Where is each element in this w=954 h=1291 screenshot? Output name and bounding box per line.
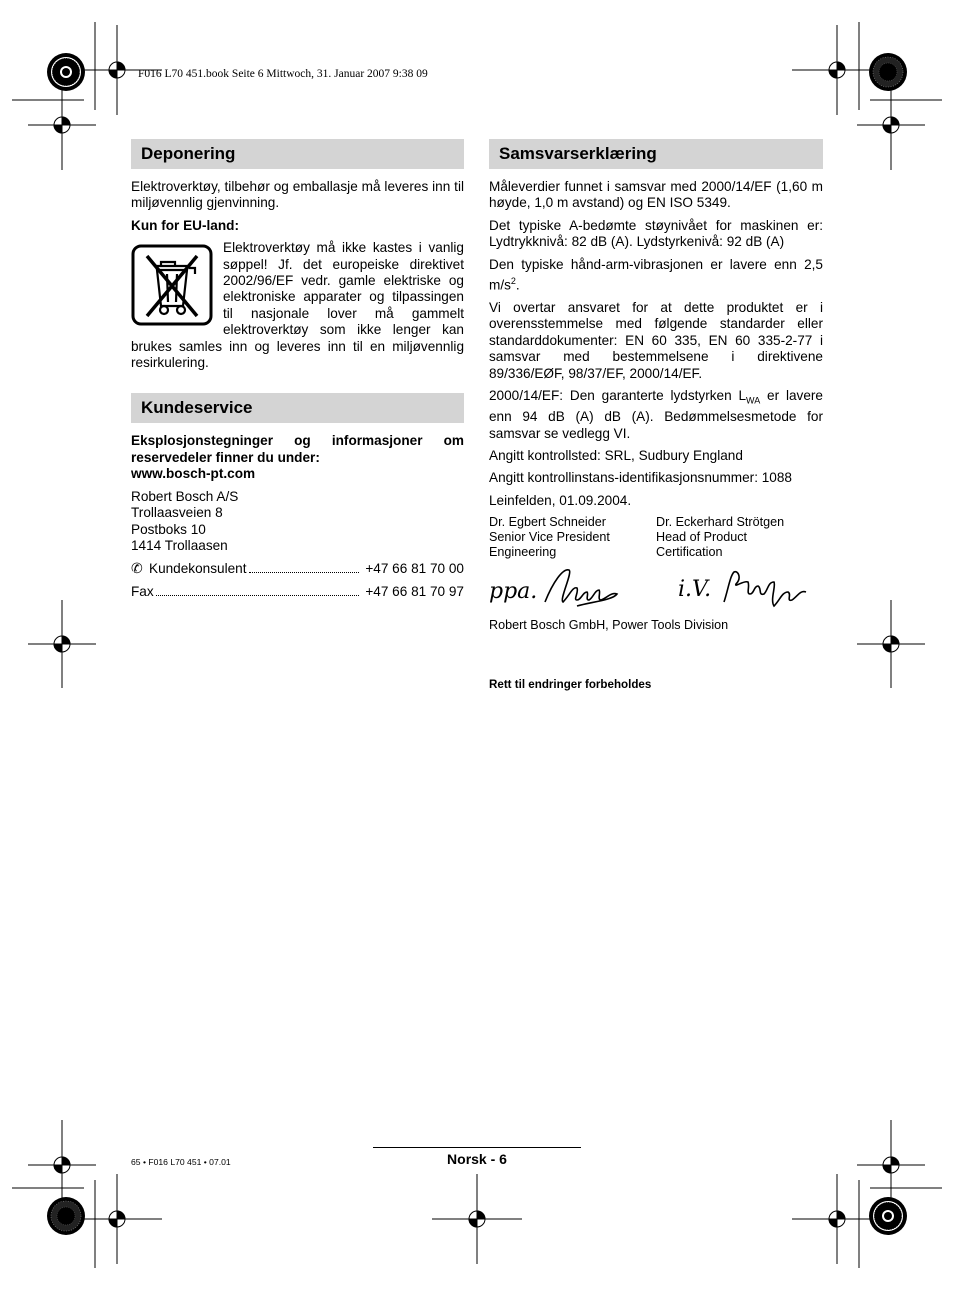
svg-text:ppa.: ppa. xyxy=(489,579,538,605)
star-target-tr xyxy=(869,53,907,91)
star-target-br xyxy=(869,1197,907,1235)
address-line: Trollaasveien 8 xyxy=(131,505,223,521)
signature-schneider xyxy=(489,564,672,612)
samsvar-p1: Måleverdier funnet i samsvar med 2000/14/EF (1,60 m høyde, 1,0 m avstand) og EN ISO 5349. xyxy=(489,179,823,211)
phone-label: Kundekonsulent xyxy=(149,561,247,577)
samsvar-p5: 2000/14/EF: Den garanterte lydstyrken $L_{WA}$ er lavere enn 94 dB (A) dB (A). Bedømmelsesmetode for samsvar se vedlegg VI. xyxy=(489,388,823,441)
leader-dots xyxy=(156,595,360,596)
samsvar-p2: Det typiske A-bedømte støynivået for maskinen er: Lydtrykknivå: 82 dB (A). Lydstyrkenivå: 92 dB (A) xyxy=(489,217,823,250)
crossed-out-wheelie-bin-icon xyxy=(131,244,213,326)
signatories xyxy=(489,515,823,560)
samsvar-p6: Angitt kontrollsted: SRL, Sudbury England xyxy=(489,447,743,463)
print-info-header: F016 L70 451.book Seite 6 Mittwoch, 31. Januar 2007 9:38 09 xyxy=(138,68,428,80)
address-block xyxy=(131,489,464,555)
address-line: 1414 Trollaasen xyxy=(131,537,228,553)
star-target-bl xyxy=(47,1197,85,1235)
signatory-2: Dr. Eckerhard Strötgen Head of Product Certification xyxy=(656,515,785,560)
address-line: Robert Bosch A/S xyxy=(131,488,239,504)
leader-dots xyxy=(249,572,360,573)
fax-label: Fax xyxy=(131,583,154,599)
samsvar-p8: Leinfelden, 01.09.2004. xyxy=(489,492,632,508)
right-column xyxy=(489,139,823,691)
samsvar-p7: Angitt kontrollinstans-identifikasjonsnummer: 1088 xyxy=(489,470,792,486)
footer-rule xyxy=(373,1147,581,1148)
rights-reserved-note: Rett til endringer forbeholdes xyxy=(489,678,652,692)
svg-text:i.V.: i.V. xyxy=(678,577,712,603)
eu-disposal-text: Elektroverktøy må ikke kastes i vanlig søppel! Jf. det europeiske direktivet 2002/96/EF vedr. gamle elektriske og elektroniske apparater og tilpassingen til nasjonale lover må gammelt elektroverktøy som ikke lenger kan brukes samles inn og leveres inn til en miljøvennlig resirkulering. xyxy=(131,240,464,371)
phone-number: +47 66 81 70 00 xyxy=(365,561,464,577)
telephone-icon: ✆ xyxy=(131,560,143,577)
left-column xyxy=(131,139,464,600)
fax-row xyxy=(131,584,464,600)
signatory-1: Dr. Egbert Schneider Senior Vice President Engineering xyxy=(489,515,610,560)
phone-row xyxy=(131,560,464,577)
samsvar-p4: Vi overtar ansvaret for at dette produktet er i overensstemmelse med følgende standarder eller standarddokumenter: EN 60 335, EN 60 335-2-77 i samsvar med bestemmelsene i direktivene 89/336/EØF, 98/37/EF, 2000/14/EF. xyxy=(489,299,823,381)
company-line: Robert Bosch GmbH, Power Tools Division xyxy=(489,618,729,633)
section-heading-kundeservice: Kundeservice xyxy=(131,393,464,423)
eu-disposal-block xyxy=(131,240,464,371)
page-number: Norsk - 6 xyxy=(447,1151,507,1167)
signature-stroetgen xyxy=(672,564,823,612)
document-code: 65 • F016 L70 451 • 07.01 xyxy=(131,1157,231,1167)
spare-parts-text: Eksplosjonstegninger og informasjoner om reservedeler finner du under: xyxy=(131,433,464,465)
section-heading-samsvar: Samsvarserklæring xyxy=(489,139,823,169)
website-link[interactable]: www.bosch-pt.com xyxy=(131,466,256,482)
address-line: Postboks 10 xyxy=(131,521,206,537)
section-heading-deponering: Deponering xyxy=(131,139,464,169)
fax-number: +47 66 81 70 97 xyxy=(365,583,464,599)
eu-label: Kun for EU-land: xyxy=(131,217,239,233)
deponering-intro: Elektroverktøy, tilbehør og emballasje må leveres inn til miljøvennlig gjenvinning. xyxy=(131,179,464,211)
star-target-tl xyxy=(47,53,85,91)
samsvar-p3: Den typiske hånd-arm-vibrasjonen er lavere enn 2,5 $m/s^2$. xyxy=(489,256,823,293)
signatures xyxy=(489,564,823,612)
